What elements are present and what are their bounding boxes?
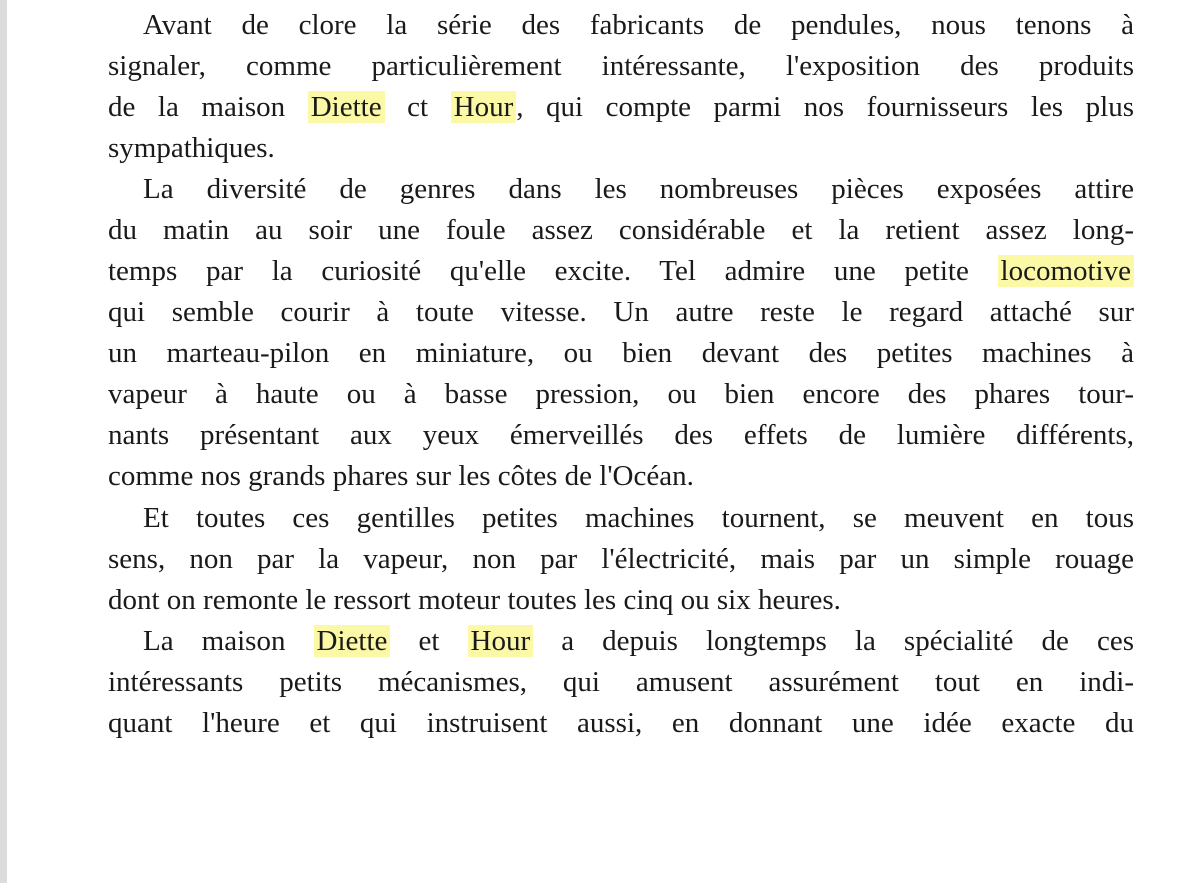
- text-line: temps par la curiosité qu'elle excite. Tel admire une petite locomotive: [108, 251, 1134, 291]
- highlighted-term: locomotive: [998, 255, 1134, 287]
- text-line: vapeur à haute ou à basse pression, ou bien encore des phares tour-: [108, 378, 1134, 410]
- text-line: La maison Diette et Hour a depuis longtemps la spécialité de ces: [143, 625, 1134, 657]
- text-line: du matin au soir une foule assez considérable et la retient assez long-: [108, 214, 1134, 246]
- text-line: La diversité de genres dans les nombreuses pièces exposées attire: [143, 173, 1134, 205]
- text-line: sens, non par la vapeur, non par l'électricité, mais par un simple rouage: [108, 543, 1134, 575]
- text-line: dont on remonte le ressort moteur toutes les cinq ou six heures.: [108, 584, 841, 616]
- text-line: nants présentant aux yeux émerveillés des effets de lumière différents,: [108, 419, 1134, 451]
- highlighted-term: Hour: [451, 91, 517, 123]
- text-line: signaler, comme particulièrement intéressante, l'exposition des produits: [108, 50, 1134, 82]
- highlighted-term: Diette: [314, 625, 391, 657]
- text-line: intéressants petits mécanismes, qui amusent assurément tout en indi-: [108, 666, 1134, 698]
- highlighted-term: Hour: [468, 625, 534, 657]
- text-line: sympathiques.: [108, 132, 275, 164]
- text-line: Avant de clore la série des fabricants de pendules, nous tenons à: [143, 9, 1134, 41]
- highlighted-term: Diette: [308, 91, 385, 123]
- text-line: comme nos grands phares sur les côtes de l'Océan.: [108, 460, 694, 492]
- text-line: quant l'heure et qui instruisent aussi, en donnant une idée exacte du: [108, 707, 1134, 739]
- text-line: de la maison Diette ct Hour , qui compte parmi nos fournisseurs les plus: [108, 91, 1134, 123]
- text-line: un marteau-pilon en miniature, ou bien devant des petites machines à: [108, 337, 1134, 369]
- text-line: qui semble courir à toute vitesse. Un autre reste le regard attaché sur: [108, 296, 1134, 328]
- text-line: Et toutes ces gentilles petites machines tournent, se meuvent en tous: [143, 502, 1134, 534]
